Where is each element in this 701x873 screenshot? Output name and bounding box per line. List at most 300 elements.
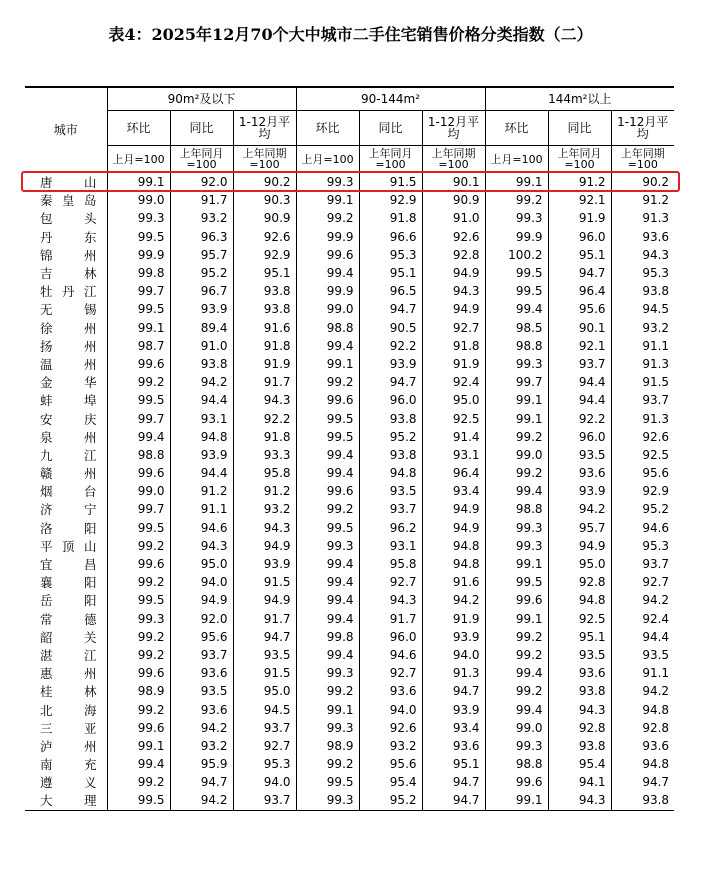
index-value: 94.1	[548, 773, 611, 791]
index-value: 93.7	[611, 391, 674, 409]
index-value: 94.2	[611, 682, 674, 700]
index-value: 99.4	[107, 428, 170, 446]
index-value: 95.7	[548, 519, 611, 537]
index-value: 91.8	[422, 337, 485, 355]
city-name: 平顶山	[40, 538, 97, 554]
highlight-box	[21, 171, 680, 192]
index-value: 91.1	[611, 664, 674, 682]
index-value: 99.5	[485, 264, 548, 282]
index-value: 99.4	[296, 464, 359, 482]
index-value: 94.2	[170, 719, 233, 737]
index-value: 92.7	[359, 664, 422, 682]
index-value: 91.7	[233, 373, 296, 391]
sub-header-mom: 环比	[107, 111, 170, 146]
city-name: 包头	[40, 211, 97, 227]
index-value: 92.5	[422, 409, 485, 427]
index-value: 99.8	[296, 628, 359, 646]
index-value: 99.1	[485, 791, 548, 810]
index-value: 95.6	[611, 464, 674, 482]
index-value: 94.8	[422, 537, 485, 555]
index-value: 99.1	[485, 391, 548, 409]
index-value: 95.3	[611, 264, 674, 282]
index-value: 94.8	[611, 755, 674, 773]
index-value: 99.2	[107, 646, 170, 664]
index-value: 99.1	[107, 737, 170, 755]
index-value: 94.7	[359, 373, 422, 391]
index-value: 91.3	[611, 209, 674, 227]
index-value: 99.4	[296, 264, 359, 282]
index-value: 93.8	[233, 282, 296, 300]
index-value: 99.4	[296, 610, 359, 628]
index-value: 93.6	[170, 700, 233, 718]
index-value: 91.2	[170, 482, 233, 500]
table-row	[25, 555, 674, 573]
index-value: 99.1	[485, 173, 548, 192]
index-value: 94.9	[422, 300, 485, 318]
table-row	[25, 373, 674, 391]
city-name: 赣州	[40, 466, 97, 482]
index-value: 92.1	[548, 191, 611, 209]
city-name: 锦州	[40, 247, 97, 263]
index-value: 93.5	[359, 482, 422, 500]
index-value: 99.4	[296, 646, 359, 664]
sub-header-yoy: 同比	[359, 111, 422, 146]
index-value: 93.5	[548, 446, 611, 464]
index-value: 99.3	[296, 173, 359, 192]
index-value: 99.5	[485, 573, 548, 591]
index-value: 92.5	[548, 610, 611, 628]
index-value: 94.9	[548, 537, 611, 555]
city-name: 唐山	[40, 175, 97, 191]
index-value: 93.6	[422, 737, 485, 755]
city-name: 扬州	[40, 338, 97, 354]
index-value: 99.3	[485, 355, 548, 373]
base-header-mom: 上月=100	[485, 146, 548, 173]
index-value: 91.6	[233, 319, 296, 337]
index-value: 94.8	[170, 428, 233, 446]
index-value: 99.4	[107, 755, 170, 773]
index-value: 99.3	[107, 209, 170, 227]
index-value: 94.8	[422, 555, 485, 573]
index-value: 90.5	[359, 319, 422, 337]
table-row	[25, 391, 674, 409]
index-value: 93.8	[611, 282, 674, 300]
index-value: 99.2	[107, 573, 170, 591]
table-row	[25, 209, 674, 227]
sub-header-avg: 1-12月平均	[422, 111, 485, 146]
index-value: 93.4	[422, 719, 485, 737]
index-value: 92.7	[359, 573, 422, 591]
index-value: 91.8	[233, 337, 296, 355]
index-value: 96.4	[422, 464, 485, 482]
index-value: 99.5	[485, 282, 548, 300]
index-value: 94.9	[422, 519, 485, 537]
index-value: 99.1	[485, 409, 548, 427]
index-value: 94.9	[233, 591, 296, 609]
index-value: 99.3	[485, 737, 548, 755]
index-value: 95.7	[170, 246, 233, 264]
index-value: 94.0	[422, 646, 485, 664]
index-value: 99.2	[107, 537, 170, 555]
index-value: 99.4	[485, 482, 548, 500]
table-row	[25, 300, 674, 318]
index-value: 93.9	[170, 446, 233, 464]
index-value: 91.9	[548, 209, 611, 227]
index-value: 95.1	[422, 755, 485, 773]
index-value: 94.3	[233, 391, 296, 409]
index-value: 94.8	[359, 464, 422, 482]
index-value: 93.6	[611, 737, 674, 755]
table-row	[25, 591, 674, 609]
index-value: 92.7	[422, 319, 485, 337]
index-value: 93.7	[359, 500, 422, 518]
index-value: 93.2	[170, 737, 233, 755]
index-value: 99.9	[107, 246, 170, 264]
city-name: 洛阳	[40, 520, 97, 536]
city-name: 徐州	[40, 320, 97, 336]
index-value: 96.4	[548, 282, 611, 300]
index-value: 94.0	[359, 700, 422, 718]
index-value: 92.6	[359, 719, 422, 737]
index-value: 95.0	[422, 391, 485, 409]
index-value: 90.3	[233, 191, 296, 209]
sub-header-yoy: 同比	[170, 111, 233, 146]
table-row	[25, 682, 674, 700]
index-value: 91.0	[422, 209, 485, 227]
index-value: 99.3	[296, 791, 359, 810]
index-value: 94.4	[548, 373, 611, 391]
index-value: 99.6	[296, 246, 359, 264]
index-value: 91.6	[422, 573, 485, 591]
table-header	[25, 87, 674, 173]
city-name: 无锡	[40, 302, 97, 318]
index-value: 99.5	[296, 409, 359, 427]
index-value: 92.5	[611, 446, 674, 464]
index-value: 95.0	[233, 682, 296, 700]
index-value: 96.0	[548, 428, 611, 446]
base-header-mom: 上月=100	[296, 146, 359, 173]
index-value: 99.4	[485, 300, 548, 318]
index-value: 99.2	[296, 755, 359, 773]
index-value: 91.7	[359, 610, 422, 628]
index-value: 96.0	[548, 228, 611, 246]
index-value: 93.5	[548, 646, 611, 664]
index-value: 96.3	[170, 228, 233, 246]
city-name: 韶关	[40, 629, 97, 645]
index-value: 99.3	[107, 610, 170, 628]
index-value: 91.1	[611, 337, 674, 355]
index-value: 94.6	[359, 646, 422, 664]
sub-header-avg: 1-12月平均	[611, 111, 674, 146]
index-value: 99.1	[296, 355, 359, 373]
index-value: 94.5	[611, 300, 674, 318]
index-value: 94.3	[170, 537, 233, 555]
table-row	[25, 264, 674, 282]
index-value: 91.5	[233, 573, 296, 591]
index-value: 99.1	[107, 173, 170, 192]
index-value: 94.6	[170, 519, 233, 537]
index-value: 94.9	[422, 264, 485, 282]
index-value: 93.5	[611, 646, 674, 664]
index-value: 98.8	[107, 446, 170, 464]
index-value: 95.2	[359, 791, 422, 810]
sub-header-mom: 环比	[485, 111, 548, 146]
index-value: 95.0	[170, 555, 233, 573]
index-value: 93.5	[233, 646, 296, 664]
city-name: 泸州	[40, 738, 97, 754]
index-value: 93.9	[422, 628, 485, 646]
city-name: 金华	[40, 375, 97, 391]
index-value: 96.6	[359, 228, 422, 246]
city-name: 济宁	[40, 502, 97, 518]
index-value: 96.7	[170, 282, 233, 300]
table-row	[25, 246, 674, 264]
base-header-avg: 上年同期=100	[611, 146, 674, 173]
table-row	[25, 519, 674, 537]
table-row	[25, 464, 674, 482]
index-value: 94.3	[611, 246, 674, 264]
index-value: 99.5	[296, 773, 359, 791]
index-value: 99.2	[296, 682, 359, 700]
index-value: 94.7	[422, 791, 485, 810]
index-value: 99.5	[107, 791, 170, 810]
index-value: 94.2	[422, 591, 485, 609]
index-value: 99.3	[485, 209, 548, 227]
group-header-medium: 90-144m²	[296, 87, 485, 111]
index-value: 94.2	[170, 791, 233, 810]
index-value: 91.9	[422, 610, 485, 628]
index-value: 95.2	[170, 264, 233, 282]
city-name: 常德	[40, 611, 97, 627]
index-value: 99.6	[107, 555, 170, 573]
index-value: 90.2	[611, 173, 674, 192]
base-header-mom: 上月=100	[107, 146, 170, 173]
table-title: 表4：2025年12月70个大中城市二手住宅销售价格分类指数（二）	[108, 25, 593, 44]
city-name: 宜昌	[40, 557, 97, 573]
index-value: 94.4	[170, 464, 233, 482]
index-value: 93.6	[359, 682, 422, 700]
index-value: 93.2	[611, 319, 674, 337]
index-value: 100.2	[485, 246, 548, 264]
index-value: 98.5	[485, 319, 548, 337]
index-value: 92.2	[233, 409, 296, 427]
index-value: 93.8	[359, 446, 422, 464]
index-value: 99.2	[485, 464, 548, 482]
index-value: 91.3	[611, 355, 674, 373]
index-value: 94.3	[359, 591, 422, 609]
index-value: 94.3	[548, 700, 611, 718]
index-value: 91.3	[422, 664, 485, 682]
index-value: 99.5	[107, 391, 170, 409]
index-value: 99.0	[107, 482, 170, 500]
index-value: 91.5	[611, 373, 674, 391]
index-value: 92.6	[422, 228, 485, 246]
index-value: 93.8	[548, 737, 611, 755]
index-value: 95.1	[548, 628, 611, 646]
index-value: 99.3	[296, 719, 359, 737]
sub-header-avg: 1-12月平均	[233, 111, 296, 146]
index-value: 91.0	[170, 337, 233, 355]
city-name: 南充	[40, 757, 97, 773]
index-value: 99.2	[485, 646, 548, 664]
index-value: 99.5	[107, 228, 170, 246]
index-value: 95.2	[359, 428, 422, 446]
index-value: 93.5	[170, 682, 233, 700]
index-value: 99.4	[296, 446, 359, 464]
index-value: 95.4	[359, 773, 422, 791]
table-row	[25, 537, 674, 555]
index-value: 99.1	[296, 700, 359, 718]
index-value: 94.7	[170, 773, 233, 791]
index-value: 96.0	[359, 391, 422, 409]
index-value: 99.7	[107, 409, 170, 427]
city-name: 牡丹江	[40, 284, 97, 300]
index-value: 96.2	[359, 519, 422, 537]
index-value: 95.3	[233, 755, 296, 773]
index-value: 92.9	[611, 482, 674, 500]
city-name: 惠州	[40, 666, 97, 682]
sub-header-mom: 环比	[296, 111, 359, 146]
table-row	[25, 664, 674, 682]
index-value: 90.2	[233, 173, 296, 192]
index-value: 94.7	[422, 773, 485, 791]
city-name: 三亚	[40, 720, 97, 736]
index-value: 98.8	[485, 500, 548, 518]
index-value: 92.7	[611, 573, 674, 591]
index-value: 99.2	[485, 191, 548, 209]
index-value: 99.6	[485, 773, 548, 791]
index-value: 93.6	[548, 464, 611, 482]
index-value: 93.1	[359, 537, 422, 555]
base-header-yoy: 上年同月=100	[359, 146, 422, 173]
city-name: 丹东	[40, 229, 97, 245]
index-value: 93.2	[170, 209, 233, 227]
index-value: 95.1	[359, 264, 422, 282]
index-value: 99.2	[485, 628, 548, 646]
index-value: 94.2	[170, 373, 233, 391]
city-name: 吉林	[40, 266, 97, 282]
table-row	[25, 719, 674, 737]
index-value: 93.8	[611, 791, 674, 810]
city-name: 安庆	[40, 411, 97, 427]
table-row	[25, 409, 674, 427]
index-value: 99.5	[107, 300, 170, 318]
index-value: 92.1	[548, 337, 611, 355]
index-value: 94.7	[422, 682, 485, 700]
index-value: 99.3	[485, 537, 548, 555]
group-header-small: 90m²及以下	[107, 87, 296, 111]
base-header-yoy: 上年同月=100	[170, 146, 233, 173]
table-row	[25, 610, 674, 628]
index-value: 93.8	[359, 409, 422, 427]
index-value: 94.9	[170, 591, 233, 609]
index-value: 99.0	[107, 191, 170, 209]
index-value: 95.9	[170, 755, 233, 773]
index-value: 98.8	[485, 755, 548, 773]
index-value: 94.7	[548, 264, 611, 282]
index-value: 92.0	[170, 610, 233, 628]
table-row	[25, 700, 674, 718]
index-value: 94.9	[233, 537, 296, 555]
table-row	[25, 319, 674, 337]
index-value: 91.9	[422, 355, 485, 373]
index-value: 99.6	[107, 664, 170, 682]
index-value: 95.6	[548, 300, 611, 318]
index-value: 99.2	[107, 373, 170, 391]
group-header-large: 144m²以上	[485, 87, 674, 111]
index-value: 94.3	[422, 282, 485, 300]
table-row	[25, 228, 674, 246]
city-name: 桂林	[40, 684, 97, 700]
city-name: 蚌埠	[40, 393, 97, 409]
index-value: 93.7	[170, 646, 233, 664]
index-value: 99.6	[296, 391, 359, 409]
index-value: 99.9	[296, 282, 359, 300]
index-value: 91.9	[233, 355, 296, 373]
index-value: 94.0	[233, 773, 296, 791]
index-value: 95.1	[548, 246, 611, 264]
index-value: 90.1	[422, 173, 485, 192]
index-value: 92.9	[359, 191, 422, 209]
index-value: 93.1	[170, 409, 233, 427]
table-row	[25, 446, 674, 464]
index-value: 93.7	[233, 719, 296, 737]
index-value: 92.4	[422, 373, 485, 391]
index-value: 91.3	[611, 409, 674, 427]
table-row	[25, 282, 674, 300]
index-value: 99.1	[107, 319, 170, 337]
index-value: 99.3	[485, 519, 548, 537]
index-value: 93.8	[548, 682, 611, 700]
index-value: 90.1	[548, 319, 611, 337]
index-value: 94.3	[548, 791, 611, 810]
index-value: 92.8	[422, 246, 485, 264]
table-row	[25, 355, 674, 373]
index-value: 92.9	[233, 246, 296, 264]
index-value: 99.9	[485, 228, 548, 246]
index-value: 93.9	[422, 700, 485, 718]
index-value: 95.8	[359, 555, 422, 573]
index-value: 99.7	[107, 282, 170, 300]
index-value: 92.0	[170, 173, 233, 192]
index-value: 94.4	[548, 391, 611, 409]
index-value: 99.3	[296, 537, 359, 555]
city-name: 湛江	[40, 647, 97, 663]
index-value: 99.6	[296, 482, 359, 500]
index-value: 95.6	[359, 755, 422, 773]
base-header-avg: 上年同期=100	[422, 146, 485, 173]
table-row	[25, 791, 674, 810]
index-value: 99.2	[485, 428, 548, 446]
index-value: 94.6	[611, 519, 674, 537]
index-value: 96.5	[359, 282, 422, 300]
index-value: 91.2	[548, 173, 611, 192]
index-value: 94.5	[233, 700, 296, 718]
city-column-header: 城市	[25, 87, 107, 173]
index-value: 93.4	[422, 482, 485, 500]
price-index-table	[25, 86, 674, 811]
index-value: 95.3	[611, 537, 674, 555]
index-value: 91.8	[359, 209, 422, 227]
table-row	[25, 755, 674, 773]
city-name: 岳阳	[40, 593, 97, 609]
index-value: 91.8	[233, 428, 296, 446]
table-row	[25, 646, 674, 664]
index-value: 94.3	[233, 519, 296, 537]
index-value: 96.0	[359, 628, 422, 646]
table-row	[25, 628, 674, 646]
index-value: 94.4	[611, 628, 674, 646]
